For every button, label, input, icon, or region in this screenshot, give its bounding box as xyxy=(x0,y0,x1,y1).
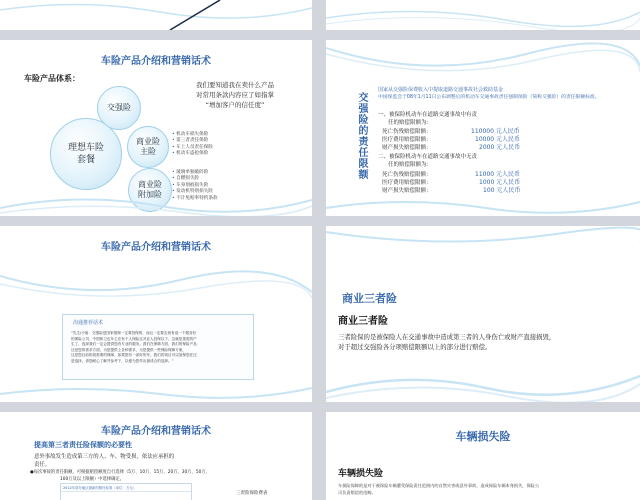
side-label: 三责险保险费表 xyxy=(236,491,268,496)
slide-thumb-7[interactable] xyxy=(0,412,312,500)
header-line-2: 中国保监会于08年1月11日公布调整后的机动车交通事故责任强制保险（简称交强险）的责任限额标准。 xyxy=(378,95,600,100)
row-label: 医疗费用赔偿限额： xyxy=(382,180,432,186)
body-line: 意外事故发生造成第三方的人、车、物受损，依法应承担的 xyxy=(34,454,175,460)
row-label: 死亡伤残赔偿限额： xyxy=(382,129,432,135)
row-amount: 100 元人民币 xyxy=(483,187,521,194)
box-text xyxy=(71,331,197,365)
wave-decoration xyxy=(0,186,312,216)
slide-title: 车辆损失险 xyxy=(455,430,511,443)
row-amount: 1000 元人民币 xyxy=(479,179,521,186)
box-line: 这是您目前阶段需要的保障，如果您有一部好的车，我们的项目可以加保您在还 xyxy=(71,353,197,358)
slide-title: 车险产品介绍和营销话术 xyxy=(101,56,211,67)
box-line: “先生/小姐：交强险是国家强制一定要投保的，而且一定要去到有选一个服务好 xyxy=(71,331,197,335)
wave-decoration xyxy=(326,226,640,256)
row-amount: 11000 元人民币 xyxy=(475,171,520,178)
box-line: 还是您的需求方面，为您提供上各种需求，为您提供一些保险保障方案， xyxy=(71,347,186,352)
system-label: 车险产品体系： xyxy=(24,74,80,83)
wave-decoration xyxy=(0,266,312,306)
bubble-main: 商业险 主险 xyxy=(127,126,169,168)
center-bubble: 理想车险 套餐 xyxy=(50,118,122,190)
body-line: 三者险保的是被保险人在交通事故中造成第三者的人身伤亡或财产直接损毁， xyxy=(338,333,556,341)
list-item: • 第三者责任保险 xyxy=(172,138,213,144)
wave-decoration xyxy=(0,380,312,402)
list-item: • 车身划痕损失险 xyxy=(172,183,218,189)
row-amount: 2000 元人民币 xyxy=(479,144,521,151)
row-amount: 10000 元人民币 xyxy=(475,136,520,143)
script-box xyxy=(62,314,254,380)
box-line: 是选择，请您耐心了解并参考下，以便为您作出最适合的选择。” xyxy=(71,358,174,363)
bubble-addon: 商业险 附加险 xyxy=(128,168,172,212)
table-header: 2012年部分地区最新的赔付标准（单位：万元） xyxy=(63,486,137,490)
slide-thumb-3[interactable] xyxy=(0,40,312,216)
main-risk-list xyxy=(172,132,213,158)
row-amount: 110000 元人民币 xyxy=(471,128,520,135)
body-text xyxy=(338,482,539,496)
body-line: 责任。 xyxy=(34,462,51,468)
slide-thumb-6[interactable] xyxy=(326,226,640,402)
wave-decoration xyxy=(326,40,640,90)
box-title: 沟通推荐话术 xyxy=(73,320,104,326)
body-line: ●每次事故的责任限额，可根据赔偿额度自行选择（5万、10万、15万、20万、30万、50万、 xyxy=(30,470,210,475)
subtitle: 车辆损失险 xyxy=(338,469,384,479)
slide-title: 车险产品介绍和营销话术 xyxy=(101,242,211,253)
subtitle: 商业三者险 xyxy=(338,316,388,327)
note-block xyxy=(175,80,295,110)
slide-title: 车险产品介绍和营销话术 xyxy=(101,426,211,437)
slide-thumb-8[interactable] xyxy=(326,412,640,500)
slide-title: 商业三者险 xyxy=(342,292,397,305)
list-item: • 玻璃单独破碎险 xyxy=(172,170,218,176)
section-1: 一、被保险机动车在道路交通事故中有责 xyxy=(378,112,478,118)
body-line: 100万及以上限额）中选择确定。 xyxy=(60,477,125,482)
slide-thumb-1[interactable] xyxy=(0,0,312,30)
note-line: 我们要知道我在卖什么产品 xyxy=(196,81,274,89)
box-line: 生了，选择我们一定会提供您有专业的服务。我们在保障方面，我们的保险产品 xyxy=(71,342,197,347)
wave-decoration xyxy=(0,0,312,30)
list-item: • 机动车盗抢保险 xyxy=(172,151,213,157)
row-label: 财产损失赔偿限额： xyxy=(382,188,432,194)
subtitle: 提高第三者责任险保额的必要性 xyxy=(34,441,132,449)
list-item: • 发动机特别损失险 xyxy=(172,189,218,195)
section-1b: 任的赔偿限额为： xyxy=(388,120,433,126)
rate-table xyxy=(60,483,192,500)
header-line-1: 国家从交强险保费收入中提取道路交通事故社会救助基金 xyxy=(378,87,504,93)
body-line: 司负责赔偿的范畴。 xyxy=(338,490,376,495)
list-item: • 不计免赔率特约条款 xyxy=(172,196,218,202)
row-label: 死亡伤残赔偿限额： xyxy=(382,172,432,178)
list-item: • 车上人员责任保险 xyxy=(172,145,213,151)
body-line: 车损险保障的是对于被保险车辆遭受保险责任范围内的自然灾害或意外事故，造成保险车辆本身损失，保险公 xyxy=(338,483,540,488)
note-line: 对常用条款内容应了如指掌 xyxy=(196,91,274,99)
slide-thumb-5[interactable] xyxy=(0,226,312,402)
body-line: 对于超过交强险各分项赔偿限额以上的部分进行赔偿。 xyxy=(338,343,492,351)
section-2: 二、被保险机动车在道路交通事故中无责 xyxy=(378,154,478,160)
slide-thumb-4[interactable] xyxy=(326,40,640,216)
bubble-compulsory: 交强险 xyxy=(97,86,141,130)
row-label: 财产损失赔偿限额： xyxy=(382,145,432,151)
body-text xyxy=(338,332,555,352)
box-line: 的保险公司，中国和卫也车主在有个人保险这对业人投保以下，这就是果需的产 xyxy=(71,336,197,341)
wave-decoration xyxy=(326,362,640,402)
list-item: • 自燃损失险 xyxy=(172,176,218,182)
list-item: • 机动车损失保险 xyxy=(172,132,213,138)
wave-decoration xyxy=(326,192,640,216)
wave-decoration xyxy=(326,0,640,30)
section-2b: 任的赔偿限额为： xyxy=(388,162,433,168)
row-label: 医疗费用赔偿限额： xyxy=(382,137,432,143)
vertical-title: 交强险的责任限额 xyxy=(356,92,367,180)
slide-thumb-2[interactable] xyxy=(326,0,640,30)
note-line: “增加客户的信任度” xyxy=(205,101,265,109)
